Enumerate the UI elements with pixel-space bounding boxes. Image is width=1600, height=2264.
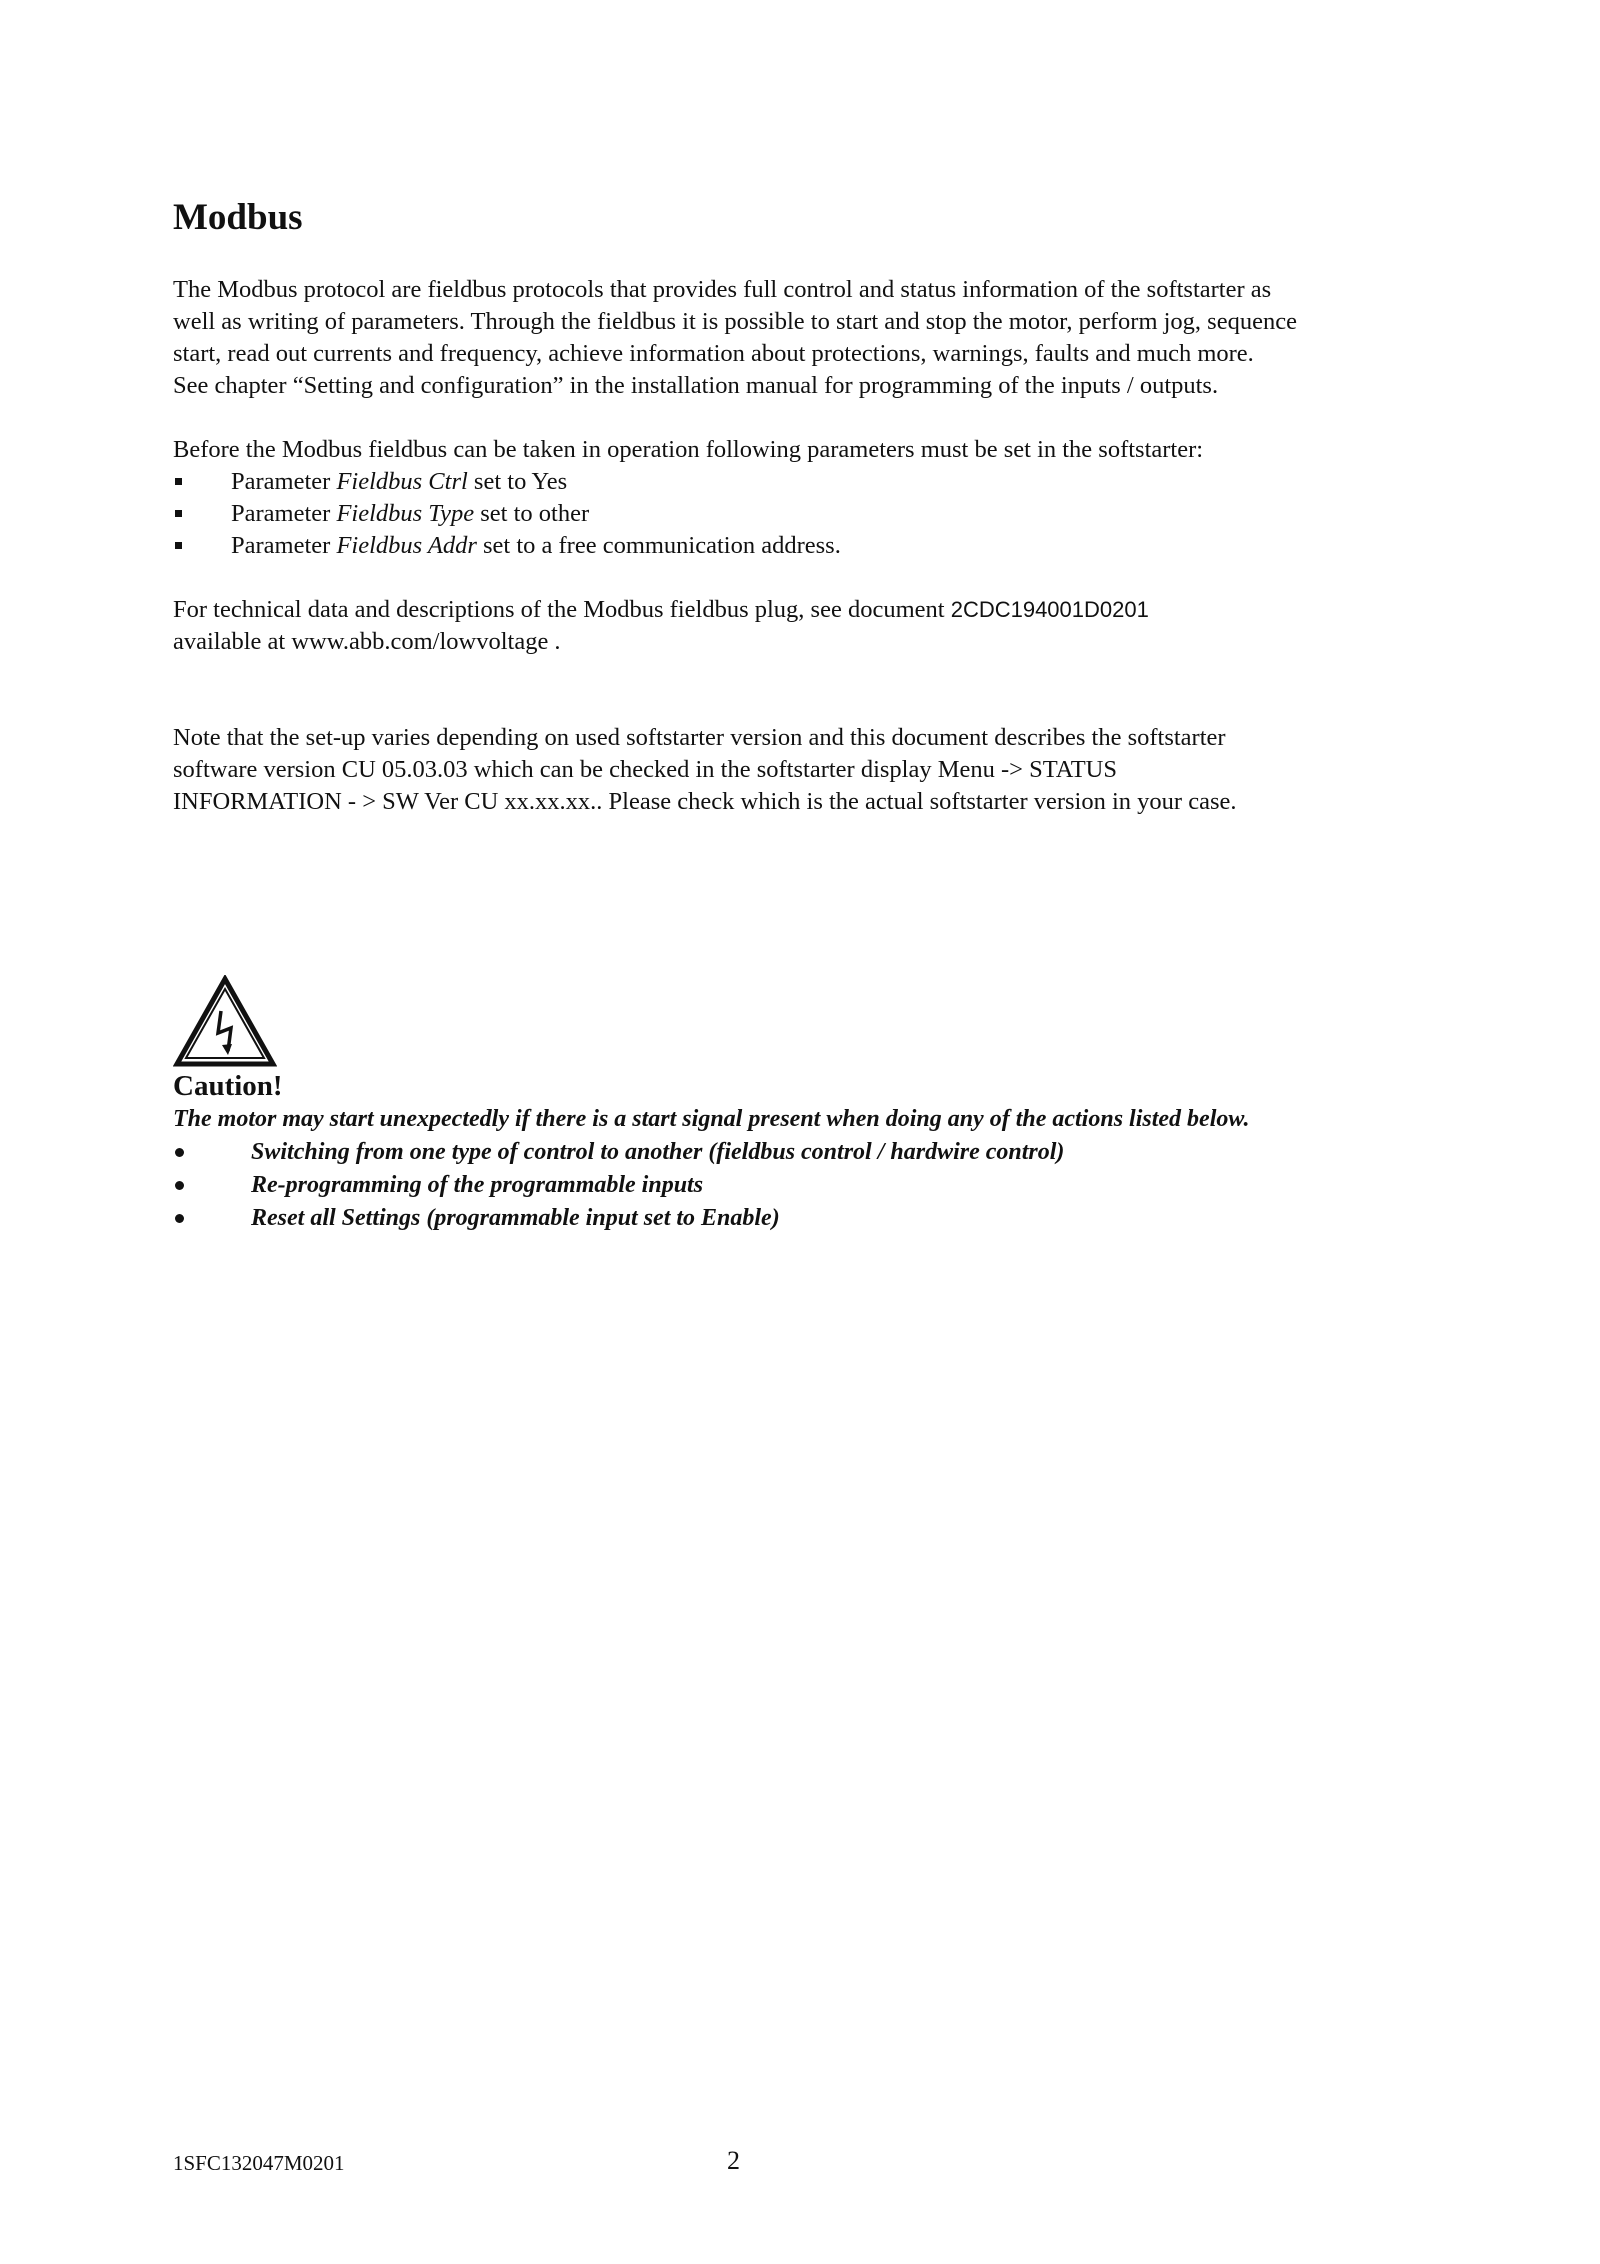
- techdata-line: available at www.abb.com/lowvoltage .: [173, 628, 561, 655]
- param-prefix: Parameter: [231, 468, 337, 495]
- footer-page-number: 2: [727, 2146, 740, 2175]
- param-suffix: set to Yes: [467, 468, 568, 495]
- intro-line: The Modbus protocol are fieldbus protocols that provides full control and status information of the softstarter as: [173, 276, 1272, 303]
- caution-section: [173, 975, 1453, 1235]
- caution-item-text: Re-programming of the programmable inputs: [251, 1172, 704, 1198]
- caution-list: [173, 1136, 1453, 1235]
- round-bullet-icon: [175, 1148, 184, 1157]
- parameters-lead: Before the Modbus fieldbus can be taken in operation following parameters must be set in the softstarter:: [173, 436, 1204, 463]
- round-bullet-icon: [175, 1214, 184, 1223]
- techdata-paragraph: [173, 594, 1433, 658]
- spacer: [173, 562, 1433, 594]
- spacer: [173, 658, 1433, 722]
- high-voltage-warning-icon: [173, 975, 277, 1069]
- param-suffix: set to a free communication address.: [476, 532, 841, 559]
- parameters-list: [173, 466, 1433, 562]
- spacer: [173, 402, 1433, 434]
- list-item: [173, 530, 1433, 562]
- list-item: [173, 1169, 1453, 1202]
- caution-text: The motor may start unexpectedly if there is a start signal present when doing any of the actions listed below.: [173, 1106, 1250, 1132]
- note-line: Note that the set-up varies depending on used softstarter version and this document describes the softstarter: [173, 724, 1226, 751]
- list-item: [173, 498, 1433, 530]
- param-name: Fieldbus Ctrl: [336, 468, 468, 495]
- param-prefix: Parameter: [231, 532, 337, 559]
- param-name: Fieldbus Addr: [336, 532, 477, 559]
- square-bullet-icon: [175, 510, 182, 517]
- list-item: [173, 1202, 1453, 1235]
- main-content: [173, 196, 1433, 818]
- document-code: 2CDC194001D0201: [950, 597, 1149, 622]
- footer-doc-number: 1SFC132047M0201: [173, 2151, 345, 2175]
- techdata-text: For technical data and descriptions of the Modbus fieldbus plug, see document: [173, 596, 951, 623]
- caution-title: Caution!: [173, 1070, 283, 1102]
- note-paragraph: [173, 722, 1433, 818]
- note-line: software version CU 05.03.03 which can be checked in the softstarter display Menu -> STATUS: [173, 756, 1118, 783]
- round-bullet-icon: [175, 1181, 184, 1190]
- intro-line: See chapter “Setting and configuration” in the installation manual for programming of the inputs / outputs.: [173, 372, 1219, 399]
- intro-line: well as writing of parameters. Through the fieldbus it is possible to start and stop the motor, perform jog, sequence: [173, 308, 1297, 335]
- param-name: Fieldbus Type: [336, 500, 475, 527]
- intro-paragraph: [173, 274, 1433, 402]
- page-title: Modbus: [173, 197, 303, 238]
- list-item: [173, 466, 1433, 498]
- caution-item-text: Reset all Settings (programmable input set to Enable): [251, 1205, 780, 1231]
- param-prefix: Parameter: [231, 500, 337, 527]
- intro-line: start, read out currents and frequency, achieve information about protections, warnings, faults and much more.: [173, 340, 1254, 367]
- techdata-line: [173, 594, 1433, 626]
- square-bullet-icon: [175, 542, 182, 549]
- caution-item-text: Switching from one type of control to another (fieldbus control / hardwire control): [251, 1139, 1065, 1165]
- list-item: [173, 1136, 1453, 1169]
- note-line: INFORMATION - > SW Ver CU xx.xx.xx.. Please check which is the actual softstarter version in your case.: [173, 788, 1237, 815]
- param-suffix: set to other: [474, 500, 590, 527]
- square-bullet-icon: [175, 478, 182, 485]
- parameters-section: [173, 434, 1433, 562]
